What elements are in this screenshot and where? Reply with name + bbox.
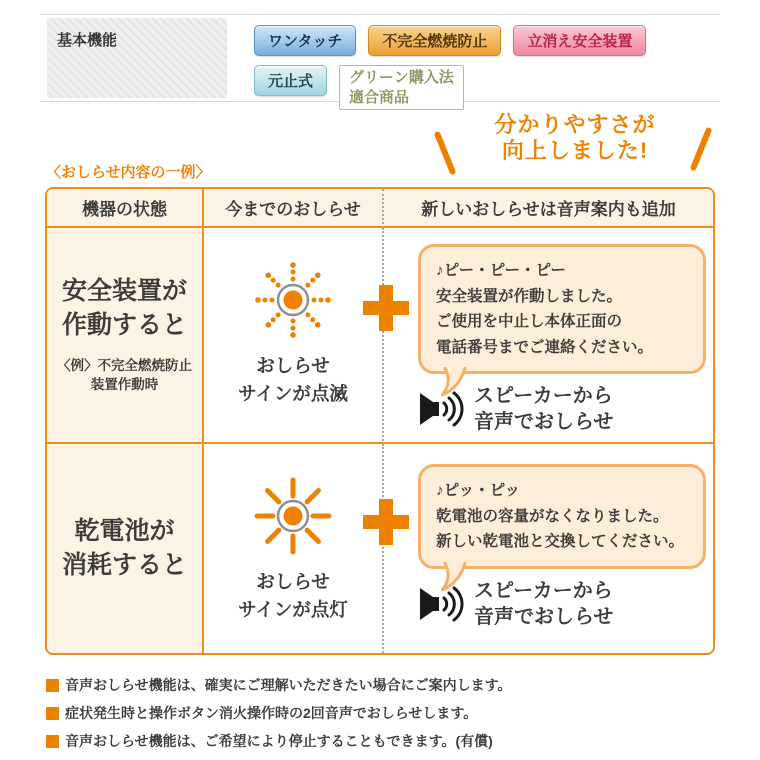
row1-bubble-line4: 電話番号までご連絡ください。 <box>436 338 654 356</box>
footnote-3: 音声おしらせ機能は、ご希望により停止することもできます。(有償) <box>46 732 511 751</box>
badge-one-touch: ワンタッチ <box>254 25 356 56</box>
basic-features-bar <box>40 14 720 106</box>
row1-speaker-line2: 音声でおしらせ <box>474 411 614 434</box>
notification-sign-lit-icon <box>245 468 341 564</box>
speech-bubble-tail <box>441 562 479 592</box>
row1-bubble-line2: 安全装置が作動しました。 <box>436 287 623 305</box>
row1-sign-label-line2: サインが点滅 <box>238 382 348 404</box>
row2-device-state-cell <box>47 444 204 653</box>
row2-previous-sign-cell <box>204 444 384 653</box>
improvement-callout <box>440 112 710 165</box>
row2-speaker-line1: スピーカーから <box>474 579 613 602</box>
row2-voice-notification-cell <box>384 444 713 653</box>
badge-incomplete-combustion-prevention: 不完全燃焼防止 <box>368 25 501 56</box>
footnote-1: 音声おしらせ機能は、確実にご理解いただきたい場合にご案内します。 <box>46 676 511 695</box>
row1-state-line1: 安全装置が <box>61 277 187 306</box>
row1-speech-bubble <box>418 244 706 374</box>
callout-line1: 分かりやすさが <box>494 112 656 137</box>
footnote-2: 症状発生時と操作ボタン消火操作時の2回音声でおしらせします。 <box>46 704 511 723</box>
plus-icon <box>363 499 409 545</box>
row1-speaker-line1: スピーカーから <box>474 385 613 408</box>
row2-state-line1: 乾電池が <box>74 516 175 545</box>
table-caption: 〈おしらせ内容の一例〉 <box>46 164 211 181</box>
footnotes <box>46 676 511 760</box>
square-bullet-icon <box>46 707 59 720</box>
plus-icon <box>363 285 409 331</box>
row1-state-note-line1: 〈例〉不完全燃焼防止 <box>57 357 192 373</box>
row2-speech-bubble <box>418 464 706 569</box>
square-bullet-icon <box>46 679 59 692</box>
speech-bubble-tail <box>441 367 479 397</box>
row1-bubble-line1: ♪ピー・ピー・ピー <box>436 262 566 279</box>
notification-sign-blinking-icon <box>245 252 341 348</box>
row1-previous-sign-cell <box>204 228 384 444</box>
basic-features-label-cell <box>47 18 227 98</box>
row1-bubble-line3: ご使用を中止し本体正面の <box>436 313 623 331</box>
row1-device-state-cell <box>47 228 204 444</box>
row1-sign-label-line1: おしらせ <box>256 355 330 376</box>
row2-sign-label-line1: おしらせ <box>256 571 330 592</box>
square-bullet-icon <box>46 735 59 748</box>
badge-flame-failure-safety: 立消え安全装置 <box>513 25 646 56</box>
row2-state-line2: 消耗すると <box>61 550 187 579</box>
callout-line2: 向上しました! <box>501 138 649 164</box>
row1-state-note-line2: 装置作動時 <box>90 377 159 393</box>
row2-sign-label-line2: サインが点灯 <box>238 598 348 620</box>
notification-example-table <box>45 187 715 655</box>
row2-bubble-line2: 乾電池の容量がなくなりました。 <box>436 507 669 525</box>
row1-state-line2: 作動すると <box>61 310 187 339</box>
feature-badges <box>227 15 720 106</box>
badge-green-purchase-law: グリーン購入法 適合商品 <box>339 65 464 110</box>
header-previous-notification: 今までのおしらせ <box>204 189 384 228</box>
row1-voice-notification-cell <box>384 228 713 444</box>
header-device-state: 機器の状態 <box>47 189 204 228</box>
row2-bubble-line3: 新しい乾電池と交換してください。 <box>436 533 685 551</box>
header-new-notification: 新しいおしらせは音声案内も追加 <box>384 189 713 228</box>
row2-bubble-line1: ♪ピッ・ピッ <box>436 482 521 499</box>
badge-moto-dome-type: 元止式 <box>254 65 327 96</box>
row2-speaker-line2: 音声でおしらせ <box>474 605 614 628</box>
basic-features-label: 基本機能 <box>57 32 118 49</box>
